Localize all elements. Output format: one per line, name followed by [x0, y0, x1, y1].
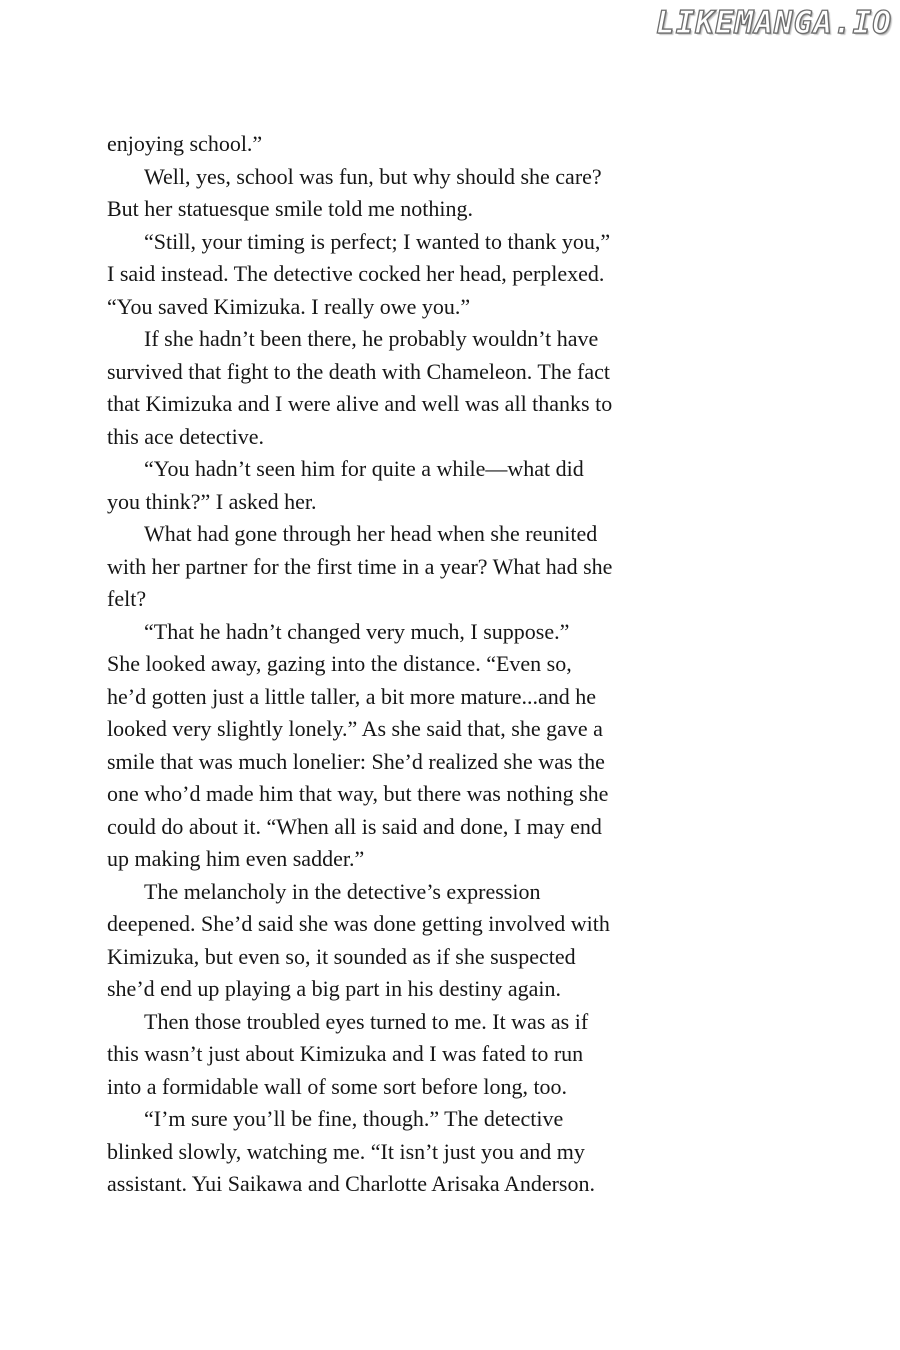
text-line: If she hadn’t been there, he probably wouldn’t have [144, 326, 599, 351]
text-line: smile that was much lonelier: She’d realized she was the [107, 748, 605, 774]
text-line: enjoying school.” [107, 131, 263, 156]
text-line: that Kimizuka and I were alive and well was all thanks to [107, 391, 613, 416]
text-line: up making him even sadder.” [107, 846, 365, 871]
text-line: survived that fight to the death with Chameleon. The fact [107, 358, 611, 384]
text-line: she’d end up playing a big part in his destiny again. [107, 976, 561, 1001]
text-line: But her statuesque smile told me nothing. [107, 196, 474, 221]
text-line: deepened. She’d said she was done getting involved with [107, 911, 610, 936]
text-line: I said instead. The detective cocked her head, perplexed. [107, 261, 605, 286]
text-line: you think?” I asked her. [107, 488, 317, 514]
text-line: one who’d made him that way, but there was nothing she [107, 781, 609, 806]
text-line: blinked slowly, watching me. “It isn’t just you and my [107, 1138, 585, 1164]
text-line: She looked away, gazing into the distance. “Even so, [107, 651, 572, 676]
text-line: “I’m sure you’ll be fine, though.” The detective [144, 1106, 564, 1131]
text-line: Well, yes, school was fun, but why should she care? [144, 163, 602, 189]
text-line: “You saved Kimizuka. I really owe you.” [107, 293, 471, 319]
site-watermark: LIKEMANGA.IO [656, 5, 892, 41]
text-line: could do about it. “When all is said and done, I may end [107, 813, 602, 839]
text-line: What had gone through her head when she reunited [144, 521, 598, 546]
text-line: Then those troubled eyes turned to me. It was as if [144, 1008, 589, 1034]
text-line: he’d gotten just a little taller, a bit more mature...and he [107, 683, 597, 709]
page-text-block [107, 128, 747, 1201]
text-line: felt? [107, 586, 147, 611]
text-line: Kimizuka, but even so, it sounded as if she suspected [107, 943, 576, 969]
text-line: “That he hadn’t changed very much, I suppose.” [144, 618, 570, 644]
text-line: The melancholy in the detective’s expression [144, 878, 541, 904]
text-line: this wasn’t just about Kimizuka and I was fated to run [107, 1041, 584, 1066]
text-line: “You hadn’t seen him for quite a while—what did [144, 456, 584, 481]
text-line: looked very slightly lonely.” As she said that, she gave a [107, 716, 603, 741]
text-line: with her partner for the first time in a year? What had she [107, 553, 613, 579]
text-line: this ace detective. [107, 423, 264, 449]
text-line: into a formidable wall of some sort before long, too. [107, 1073, 568, 1099]
text-line: assistant. Yui Saikawa and Charlotte Arisaka Anderson. [107, 1171, 595, 1196]
text-line: “Still, your timing is perfect; I wanted to thank you,” [144, 228, 611, 254]
